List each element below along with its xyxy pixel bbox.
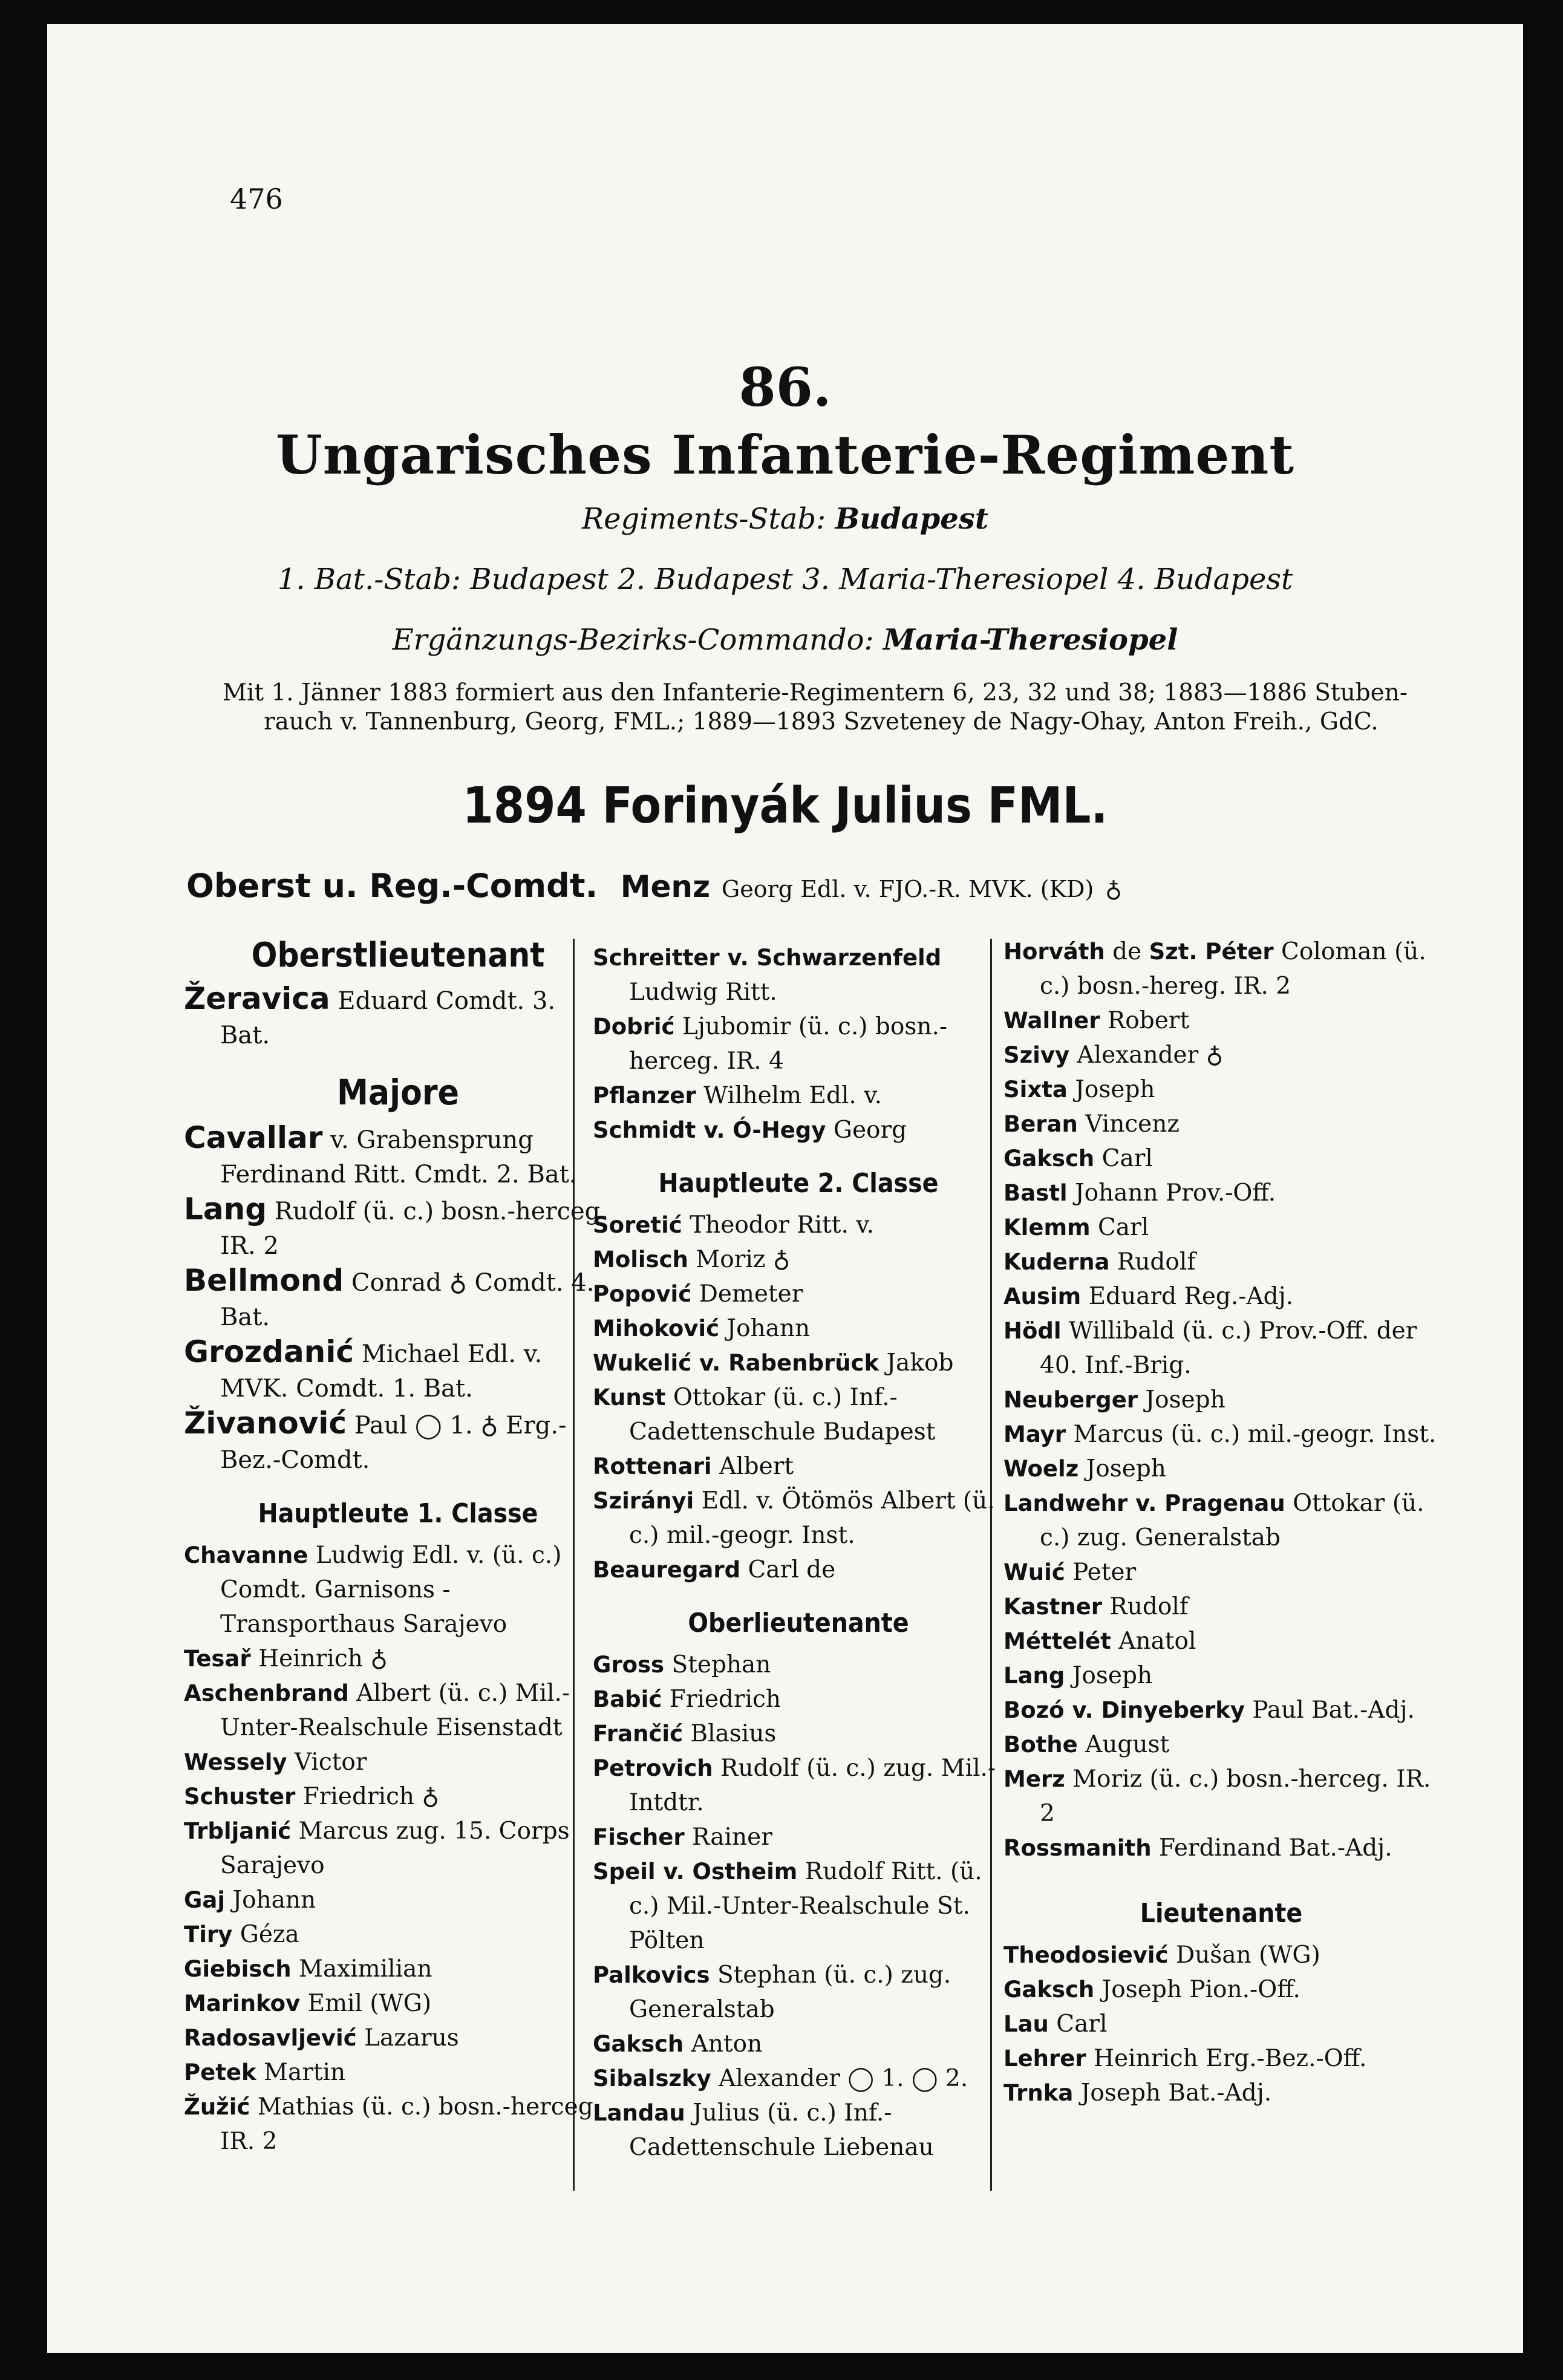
list-item	[593, 1484, 1004, 1553]
officer-name: Sixta	[1003, 1077, 1068, 1103]
list-item	[184, 1676, 612, 1745]
officer-name: Lang	[1003, 1663, 1065, 1689]
officer-name: Szivy	[1003, 1042, 1070, 1068]
list-item	[1003, 1452, 1439, 1486]
officer-name: Fischer	[593, 1824, 685, 1850]
regiment-title: Ungarisches Infanterie-Regiment	[275, 423, 1295, 486]
ergaenzung-label: Ergänzungs-Bezirks-Commando:	[392, 623, 874, 657]
officer-name: Gaksch	[593, 2031, 684, 2057]
officer-name: Trbljanić	[184, 1818, 292, 1844]
officer-details: Rudolf (ü. c.) zug. Mil.-Intdtr.	[629, 1755, 996, 1816]
list-oberleutnante	[593, 1648, 1004, 2165]
officer-details: Carl	[1094, 1145, 1153, 1172]
list-item	[1003, 1176, 1439, 1210]
officer-details: Wilhelm Edl. v.	[696, 1082, 883, 1109]
officer-details: Edl. v. Ötömös Albert (ü. c.) mil.-geogr. Inst.	[629, 1487, 995, 1549]
officer-name: Babić	[593, 1686, 662, 1712]
list-item	[1003, 1693, 1439, 1727]
officer-details: Willibald (ü. c.) Prov.-Off. der 40. Inf.-Brig.	[1040, 1317, 1417, 1379]
list-item	[184, 1986, 612, 2021]
officer-name: Kuderna	[1003, 1249, 1110, 1275]
list-item	[1003, 2041, 1439, 2076]
officer-details: Rudolf	[1109, 1248, 1196, 1276]
officer-name: Theodosiević	[1003, 1942, 1169, 1968]
list-item	[593, 1380, 1004, 1449]
list-item	[1003, 1107, 1439, 1141]
list-item	[593, 1717, 1004, 1751]
list-item	[184, 2090, 612, 2159]
section-header-majore: Majore	[336, 1072, 459, 1113]
officer-name: Gaksch	[1003, 1977, 1095, 2003]
officer-details: Carl	[1090, 1214, 1149, 1241]
officer-name: Živanović	[184, 1406, 347, 1441]
regiments-stab-value: Budapest	[835, 502, 988, 536]
list-item	[184, 1263, 612, 1335]
officer-details: Victor	[287, 1749, 367, 1776]
officer-details: Martin	[256, 2059, 346, 2086]
officer-name: Gaksch	[1003, 1146, 1095, 1172]
officer-name: Méttelét	[1003, 1628, 1111, 1654]
officer-details: Rudolf	[1102, 1593, 1189, 1620]
officer-details: Moriz (ü. c.) bosn.-herceg. IR. 2	[1040, 1765, 1431, 1827]
list-majore	[184, 1121, 612, 1478]
list-item	[184, 1883, 612, 1917]
officer-name: Žužić	[184, 2094, 250, 2120]
officer-name: Ausim	[1003, 1283, 1082, 1309]
officer-name: Lau	[1003, 2011, 1049, 2037]
list-item	[1003, 1972, 1439, 2007]
list-item	[1003, 1141, 1439, 1176]
officer-name: Trnka	[1003, 2080, 1074, 2106]
officer-details: Ferdinand Bat.-Adj.	[1151, 1834, 1392, 1862]
list-item	[593, 1346, 1004, 1380]
officer-details: Ljubomir (ü. c.) bosn.-herceg. IR. 4	[629, 1013, 948, 1075]
list-item	[184, 1814, 612, 1883]
officer-name: Wuić	[1003, 1559, 1065, 1585]
list-item	[1003, 1417, 1439, 1452]
officer-details: Moriz ♁	[688, 1246, 791, 1273]
list-item	[184, 2021, 612, 2055]
list-item	[184, 1335, 612, 1406]
officer-name: Schmidt v. Ó-Hegy	[593, 1117, 826, 1143]
officer-name: Bastl	[1003, 1180, 1068, 1206]
officer-details: Carl de	[740, 1556, 836, 1583]
list-item	[184, 982, 612, 1053]
column-2	[593, 941, 1004, 2165]
officer-name: Bothe	[1003, 1732, 1078, 1758]
officer-name: Kunst	[593, 1384, 666, 1410]
officer-name: Neuberger	[1003, 1387, 1138, 1413]
list-item	[1003, 1486, 1439, 1555]
inhaber: 1894 Forinyák Julius FML.	[462, 777, 1108, 835]
officer-details: v. Grabensprung Ferdinand Ritt. Cmdt. 2. Bat.	[220, 1126, 577, 1188]
ergaenzung-commando	[47, 623, 1523, 657]
list-item	[1003, 1762, 1439, 1831]
column-1	[184, 934, 612, 2159]
list-item	[593, 2096, 1004, 2165]
officer-details: Emil (WG)	[300, 1990, 432, 2017]
list-item	[184, 1745, 612, 1779]
officer-name: Schuster	[184, 1784, 296, 1810]
regiments-stab-label: Regiments-Stab:	[582, 502, 826, 536]
officer-details: Theodor Ritt. v.	[682, 1211, 875, 1239]
officer-name: Tesař	[184, 1646, 251, 1672]
officer-name: Beran	[1003, 1111, 1078, 1137]
list-item	[1003, 1658, 1439, 1693]
list-item	[593, 1682, 1004, 1717]
officer-name: Radosavljević	[184, 2025, 357, 2051]
history-line-1: Mit 1. Jänner 1883 formiert aus den Infanterie-Regimentern 6, 23, 32 und 38; 1883—1886 Stuben-	[223, 679, 1408, 706]
list-item	[1003, 1624, 1439, 1658]
officer-name: Bozó v. Dinyeberky	[1003, 1697, 1245, 1723]
officer-details: Paul ◯ 1. ♁ Erg.-Bez.-Comdt.	[220, 1412, 567, 1474]
list-item	[1003, 1589, 1439, 1624]
officer-name: Szirányi	[593, 1488, 694, 1514]
officer-name: Soretić	[593, 1212, 682, 1238]
officer-details: Géza	[232, 1921, 299, 1948]
officer-details: Alexander ♁	[1069, 1042, 1224, 1069]
officer-details: Joseph	[1138, 1386, 1225, 1413]
column-3	[1003, 934, 1439, 2110]
officer-details: Dušan (WG)	[1168, 1941, 1320, 1969]
list-item	[593, 1208, 1004, 1242]
officer-name: Frančić	[593, 1721, 684, 1747]
oberst-name: Menz	[620, 869, 711, 904]
officer-details: Friedrich ♁	[295, 1783, 439, 1810]
officer-details: Jakob	[879, 1349, 954, 1377]
officer-details: Albert	[711, 1453, 794, 1480]
order-decoration-icon: ♁	[1105, 876, 1122, 902]
list-item	[593, 1311, 1004, 1346]
ergaenzung-value: Maria-Theresiopel	[883, 623, 1178, 657]
list-leutnante	[1003, 1938, 1439, 2110]
list-item	[593, 2061, 1004, 2096]
list-item	[1003, 1279, 1439, 1314]
list-item	[1003, 1245, 1439, 1279]
officer-name: Žeravica	[184, 981, 330, 1016]
officer-name: Bellmond	[184, 1263, 344, 1298]
officer-details: Ottokar (ü. c.) Inf.-Cadettenschule Budapest	[629, 1384, 936, 1446]
officer-name: Hödl	[1003, 1318, 1062, 1344]
list-item	[1003, 2007, 1439, 2041]
officer-details: Alexander ◯ 1. ◯ 2.	[711, 2065, 968, 2092]
officer-name: Rossmanith	[1003, 1835, 1152, 1861]
officer-name: Speil v. Ostheim	[593, 1859, 798, 1885]
officer-name: Kastner	[1003, 1594, 1103, 1620]
officer-name-part: Szt. Péter	[1149, 939, 1274, 965]
oberst-details: Georg Edl. v. FJO.-R. MVK. (KD)	[721, 876, 1094, 902]
officer-details: Marcus zug. 15. Corps Sarajevo	[220, 1818, 570, 1879]
oberst-line	[186, 867, 1122, 905]
officer-name: Mihoković	[593, 1316, 720, 1342]
list-item	[1003, 1314, 1439, 1383]
officer-name: Petrovich	[593, 1755, 713, 1781]
officer-details: Peter	[1065, 1559, 1137, 1586]
officer-name: Klemm	[1003, 1214, 1091, 1241]
officer-details: Joseph	[1078, 1455, 1166, 1482]
officer-name: Wessely	[184, 1749, 287, 1775]
officer-name: Wukelić v. Rabenbrück	[593, 1350, 879, 1376]
history-line-2: rauch v. Tannenburg, Georg, FML.; 1889—1893 Szveteney de Nagy-Ohay, Anton Freih., GdC.	[264, 708, 1379, 735]
officer-details: Rudolf Ritt. (ü. c.) Mil.-Unter-Realschule St. Pölten	[629, 1858, 982, 1954]
officer-details: Joseph	[1065, 1662, 1153, 1689]
officer-name: Mayr	[1003, 1421, 1066, 1447]
officer-details: Joseph Bat.-Adj.	[1073, 2079, 1272, 2107]
list-item	[593, 1820, 1004, 1854]
officer-name: Giebisch	[184, 1956, 292, 1982]
list-item	[593, 1113, 1004, 1147]
section-header-leutnante: Lieutenante	[1140, 1898, 1303, 1929]
list-item	[593, 941, 1004, 1009]
list-item	[593, 1854, 1004, 1958]
list-item	[593, 1009, 1004, 1078]
officer-name: Chavanne	[184, 1542, 308, 1568]
list-item	[1003, 1727, 1439, 1762]
list-item	[593, 1078, 1004, 1113]
officer-details: Eduard Reg.-Adj.	[1081, 1283, 1294, 1310]
list-item	[1003, 1003, 1439, 1038]
officer-name: Sibalszky	[593, 2065, 711, 2091]
list-item	[1003, 1072, 1439, 1107]
officer-name: Merz	[1003, 1766, 1065, 1792]
officer-details: Johann Prov.-Off.	[1067, 1179, 1276, 1207]
officer-name: Marinkov	[184, 1990, 301, 2016]
officer-name: Schreitter v. Schwarzenfeld	[593, 945, 942, 971]
oberst-rank: Oberst u. Reg.-Comdt.	[186, 867, 598, 905]
officer-details: Michael Edl. v. MVK. Comdt. 1. Bat.	[220, 1340, 543, 1403]
list-item	[184, 1538, 612, 1642]
list-item	[593, 1648, 1004, 1682]
officer-details: Johann	[719, 1315, 811, 1342]
officer-details: Stephan (ü. c.) zug. Generalstab	[629, 1961, 951, 2023]
list-hauptleute-2	[593, 1208, 1004, 1587]
officer-details: Marcus (ü. c.) mil.-geogr. Inst.	[1066, 1421, 1437, 1448]
officer-details: Ottokar (ü. c.) zug. Generalstab	[1040, 1490, 1424, 1551]
officer-details: de	[1105, 938, 1149, 965]
officer-name: Landwehr v. Pragenau	[1003, 1490, 1285, 1516]
list-item	[593, 1958, 1004, 2027]
officer-details: Paul Bat.-Adj.	[1245, 1697, 1415, 1724]
officer-name: Rottenari	[593, 1453, 712, 1479]
officer-name: Cavallar	[184, 1120, 323, 1155]
list-item	[184, 1952, 612, 1986]
officer-name: Dobrić	[593, 1014, 675, 1040]
list-item	[184, 1642, 612, 1676]
list-item	[1003, 1210, 1439, 1245]
officer-details: Carl	[1048, 2010, 1108, 2038]
officer-name: Landau	[593, 2100, 685, 2126]
list-item	[184, 1917, 612, 1952]
officer-details: Anatol	[1111, 1628, 1196, 1655]
section-header-hauptleute-1: Hauptleute 1. Classe	[258, 1498, 538, 1529]
officer-details: Rainer	[684, 1824, 772, 1851]
officer-name: Horváth	[1003, 939, 1105, 965]
officer-details: Rudolf (ü. c.) bosn.-herceg. IR. 2	[220, 1198, 608, 1260]
page	[47, 24, 1523, 2353]
list-item	[1003, 1831, 1439, 1865]
list-item	[1003, 1938, 1439, 1972]
list-item	[184, 1121, 612, 1192]
list-item	[1003, 1555, 1439, 1589]
officer-name: Pflanzer	[593, 1083, 696, 1109]
list-item	[593, 1277, 1004, 1311]
officer-name: Tiry	[184, 1922, 233, 1948]
page-number: 476	[230, 183, 283, 215]
regiment-number: 86.	[739, 356, 832, 419]
section-header-oberstleutnant: Oberstlieutenant	[251, 936, 545, 975]
officer-name: Gaj	[184, 1887, 226, 1913]
officer-details: Robert	[1100, 1007, 1190, 1034]
officer-name: Woelz	[1003, 1456, 1079, 1482]
officer-details: Lazarus	[356, 2024, 459, 2052]
officer-details: Eduard Comdt. 3. Bat.	[220, 987, 556, 1049]
officer-details: August	[1077, 1731, 1170, 1758]
officer-details: Mathias (ü. c.) bosn.-herceg. IR. 2	[220, 2093, 601, 2155]
list-item	[1003, 1383, 1439, 1417]
officer-details: Friedrich	[662, 1686, 781, 1713]
regiment-history	[223, 679, 1463, 737]
officer-details: Heinrich ♁	[250, 1645, 388, 1672]
list-item	[1003, 934, 1439, 1003]
officer-details: Ludwig Edl. v. (ü. c.) Comdt. Garnisons - Transporthaus Sarajevo	[220, 1542, 562, 1638]
list-item	[184, 1779, 612, 1814]
list-item	[184, 2055, 612, 2090]
officer-details: Conrad ♁ Comdt. 4. Bat.	[220, 1269, 595, 1331]
section-header-oberleutnante: Oberlieutenante	[688, 1608, 909, 1638]
regiments-stab	[47, 502, 1523, 536]
officer-name: Popović	[593, 1281, 692, 1307]
officer-name: Petek	[184, 2059, 256, 2085]
officer-details: Ludwig Ritt.	[629, 979, 777, 1006]
officer-details: Demeter	[691, 1280, 803, 1308]
officer-name: Beauregard	[593, 1557, 741, 1583]
battalion-stab: 1. Bat.-Stab: Budapest 2. Budapest 3. Maria-Theresiopel 4. Budapest	[277, 562, 1293, 596]
officer-details: Julius (ü. c.) Inf.-Cadettenschule Liebenau	[629, 2099, 934, 2161]
list-item	[593, 2027, 1004, 2061]
officer-details: Anton	[684, 2030, 763, 2058]
list-item	[593, 1553, 1004, 1587]
officer-name: Palkovics	[593, 1962, 710, 1988]
officer-details: Stephan	[664, 1651, 771, 1678]
officer-details: Heinrich Erg.-Bez.-Off.	[1086, 2045, 1367, 2072]
officer-details: Johann	[225, 1886, 316, 1914]
officer-name: Grozdanić	[184, 1334, 354, 1369]
officer-name: Aschenbrand	[184, 1680, 349, 1706]
officer-details: Georg	[826, 1117, 907, 1144]
officer-details: Maximilian	[291, 1955, 432, 1983]
list-hauptleute-1-continued	[593, 941, 1004, 1147]
officer-details-part: Coloman (ü. c.) bosn.-hereg. IR. 2	[1040, 938, 1426, 1000]
list-item	[1003, 1038, 1439, 1072]
officer-name: Wallner	[1003, 1008, 1100, 1034]
section-header-hauptleute-2: Hauptleute 2. Classe	[658, 1168, 939, 1199]
officer-name: Gross	[593, 1652, 665, 1678]
officer-name: Lehrer	[1003, 2046, 1086, 2072]
officer-details: Vincenz	[1077, 1110, 1180, 1138]
list-item	[184, 1406, 612, 1478]
list-item	[593, 1751, 1004, 1820]
officer-name: Molisch	[593, 1247, 688, 1273]
list-item	[184, 1192, 612, 1263]
officer-details: Joseph Pion.-Off.	[1094, 1976, 1300, 2003]
list-item	[1003, 2076, 1439, 2110]
list-item	[593, 1449, 1004, 1484]
officer-details: Joseph	[1067, 1076, 1155, 1103]
list-item	[593, 1242, 1004, 1277]
officer-details: Blasius	[683, 1720, 777, 1747]
list-oberstleutnant	[184, 982, 612, 1053]
officer-name: Lang	[184, 1192, 267, 1227]
list-oberleutnante-continued	[1003, 934, 1439, 1865]
officer-details: Albert (ü. c.) Mil.-Unter-Realschule Eisenstadt	[220, 1680, 570, 1741]
list-hauptleute-1	[184, 1538, 612, 2159]
